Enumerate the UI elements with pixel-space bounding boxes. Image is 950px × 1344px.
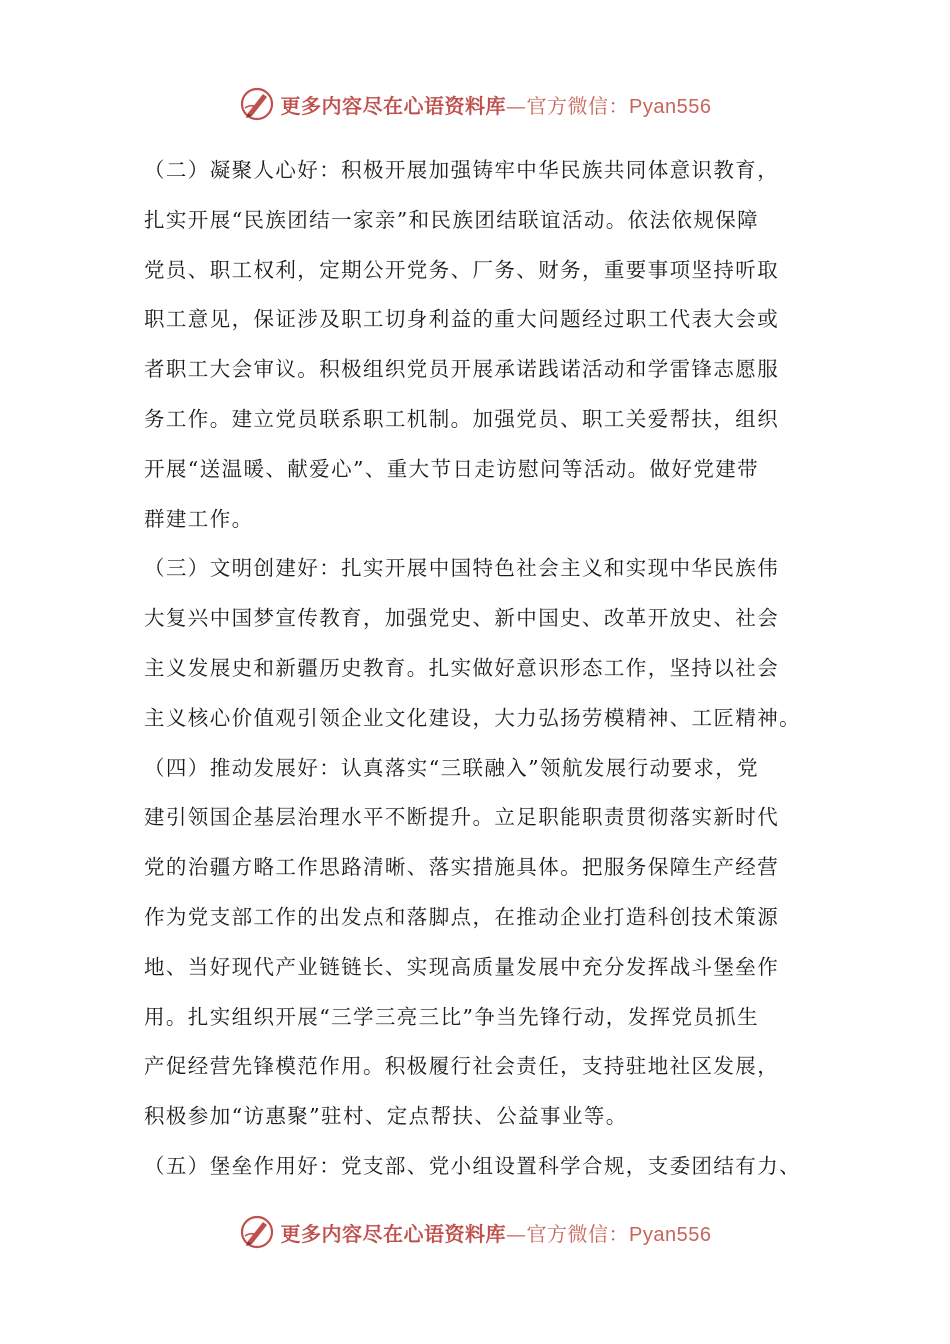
watermark-brand: 更多内容尽在心语资料库 <box>280 1221 507 1246</box>
text-line: 群建工作。 <box>144 506 254 531</box>
text-line: 扎实开展“民族团结一家亲”和民族团结联谊活动。依法依规保障 <box>144 207 760 232</box>
paragraph-2 <box>144 146 810 544</box>
watermark-brand: 更多内容尽在心语资料库 <box>280 93 507 118</box>
text-line: 开展“送温暖、献爱心”、重大节日走访慰问等活动。做好党建带 <box>144 456 760 481</box>
watermark-wechat-id: Pyan556 <box>629 1223 712 1246</box>
paragraph-4 <box>144 744 810 1142</box>
text-line: 职工意见，保证涉及职工切身利益的重大问题经过职工代表大会或 <box>144 307 780 332</box>
document-body <box>144 146 810 1192</box>
paragraph-3 <box>144 544 810 743</box>
text-line: （三）文明创建好：扎实开展中国特色社会主义和实现中华民族伟 <box>144 556 780 581</box>
text-line: 主义发展史和新疆历史教育。扎实做好意识形态工作，坚持以社会 <box>144 655 780 680</box>
text-line: （四）推动发展好：认真落实“三联融入”领航发展行动要求，党 <box>144 755 760 780</box>
paragraph-5 <box>144 1142 810 1192</box>
text-line: 作为党支部工作的出发点和落脚点，在推动企业打造科创技术策源 <box>144 904 780 929</box>
text-line: 大复兴中国梦宣传教育，加强党史、新中国史、改革开放史、社会 <box>144 606 780 631</box>
watermark-separator: —官方微信： <box>506 93 630 118</box>
text-line: 主义核心价值观引领企业文化建设，大力弘扬劳模精神、工匠精神。 <box>144 705 801 730</box>
watermark-text <box>281 1218 712 1247</box>
text-line: 党的治疆方略工作思路清晰、落实措施具体。把服务保障生产经营 <box>144 855 780 880</box>
text-line: 务工作。建立党员联系职工机制。加强党员、职工关爱帮扶，组织 <box>144 406 780 431</box>
text-line: 党员、职工权利，定期公开党务、厂务、财务，重要事项坚持听取 <box>144 257 780 282</box>
watermark-text <box>281 90 712 119</box>
text-line: 产促经营先锋模范作用。积极履行社会责任，支持驻地社区发展， <box>144 1054 780 1079</box>
text-line: （二）凝聚人心好：积极开展加强铸牢中华民族共同体意识教育， <box>144 158 780 182</box>
watermark-wechat-id: Pyan556 <box>629 95 712 118</box>
pen-logo-icon <box>239 86 275 122</box>
watermark-separator: —官方微信： <box>506 1221 630 1246</box>
text-line: （五）堡垒作用好：党支部、党小组设置科学合规，支委团结有力、 <box>144 1153 801 1178</box>
footer-watermark <box>0 1212 950 1252</box>
text-line: 者职工大会审议。积极组织党员开展承诺践诺活动和学雷锋志愿服 <box>144 357 780 382</box>
pen-logo-icon <box>239 1214 275 1250</box>
header-watermark <box>0 84 950 124</box>
text-line: 积极参加“访惠聚”驻村、定点帮扶、公益事业等。 <box>144 1104 628 1129</box>
text-line: 地、当好现代产业链链长、实现高质量发展中充分发挥战斗堡垒作 <box>144 954 780 979</box>
text-line: 用。扎实组织开展“三学三亮三比”争当先锋行动，发挥党员抓生 <box>144 1004 760 1029</box>
text-line: 建引领国企基层治理水平不断提升。立足职能职责贯彻落实新时代 <box>144 805 780 830</box>
